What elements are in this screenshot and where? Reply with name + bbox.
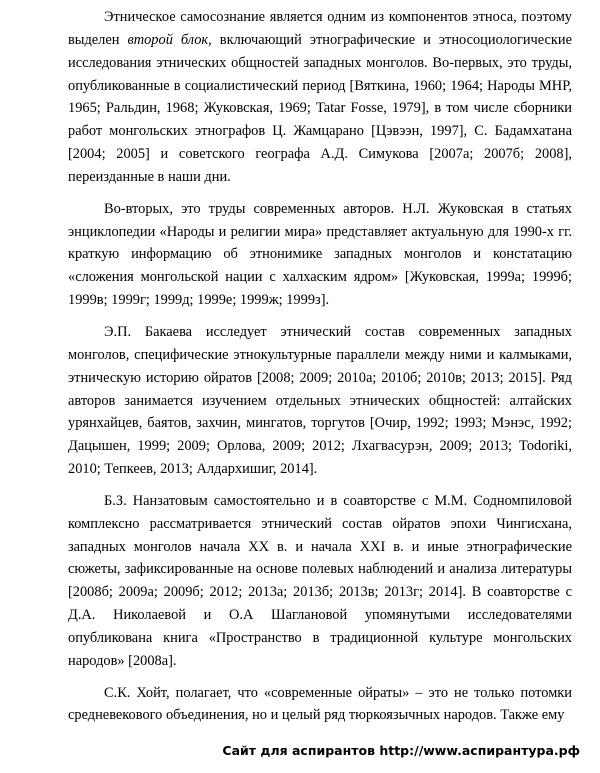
paragraph-4: Б.З. Нанзатовым самостоятельно и в соавторстве с М.М. Содномпиловой комплексно рассматривается этнический состав ойратов эпохи Чингисхана, западных монголов начала XX в. и начала XXI в. и иные этнографические сюжеты, зафиксированные на основе полевых наблюдений и анализа литературы [2008б; 2009а; 2009б; 2012; 2013а; 2013б; 2013в; 2013г; 2014]. В соавторстве с Д.А. Николаевой и О.А Шаглановой упомянутыми исследователями опубликована книга «Пространство в традиционной культуре монгольских народов» [2008а].: [68, 492, 572, 669]
emphasis-second-block: второй блок: [127, 31, 209, 48]
paragraph-1: [68, 6, 572, 189]
paragraph-1-text-end: , включающий этнографические и этносоциологические исследования этнических общностей западных монголов. Во-первых, это труды, опубликованные в социалистический период [Вяткина, 1960; 1964; Народы МНР, 1965; Ральдин, 1968; Жуковская, 1969; Tatar Fosse, 1979], в том числе сборники работ монгольских этнографов Ц. Жамцарано [Цэвээн, 1997], С. Бадамхатана [2004; 2005] и советского географа А.Д. Симукова [2007а; 2007б; 2008], переизданные в наши дни.: [68, 31, 573, 185]
site-footer-link[interactable]: Сайт для аспирантов http://www.аспирантура.рф: [222, 743, 580, 758]
paragraph-3: Э.П. Бакаева исследует этнический состав современных западных монголов, специфические этнокультурные параллели между ними и калмыками, этническую историю ойратов [2008; 2009; 2010а; 2010б; 2010в; 2013; 2015]. Ряд авторов занимается изучением отдельных этнических общностей: алтайских урянхайцев, баятов, захчин, мингатов, торгутов [Очир, 1992; 1993; Мэнэс, 1992; Дацышен, 1999; 2009; Орлова, 2009; 2012; Лхагвасурэн, 2009; 2013; Todoriki, 2010; Тепкеев, 2013; Алдархишиг, 2014].: [68, 323, 572, 478]
body-text: [68, 6, 572, 736]
paragraph-1-text-start: Этническое самосознание является одним из компонентов этноса, поэтому выделен: [68, 9, 572, 48]
paragraph-2: Во-вторых, это труды современных авторов. Н.Л. Жуковская в статьях энциклопедии «Народы и религии мира» представляет актуальную для 1990-х гг. краткую информацию об этнонимике западных монголов и констатацию «сложения монгольской нации с халхаским ядром» [Жуковская, 1999а; 1999б; 1999в; 1999г; 1999д; 1999е; 1999ж; 1999з].: [68, 200, 572, 309]
paragraph-5: С.К. Хойт, полагает, что «современные ойраты» – это не только потомки средневекового объединения, но и целый ряд тюркоязычных народов. Также ему: [68, 684, 572, 724]
